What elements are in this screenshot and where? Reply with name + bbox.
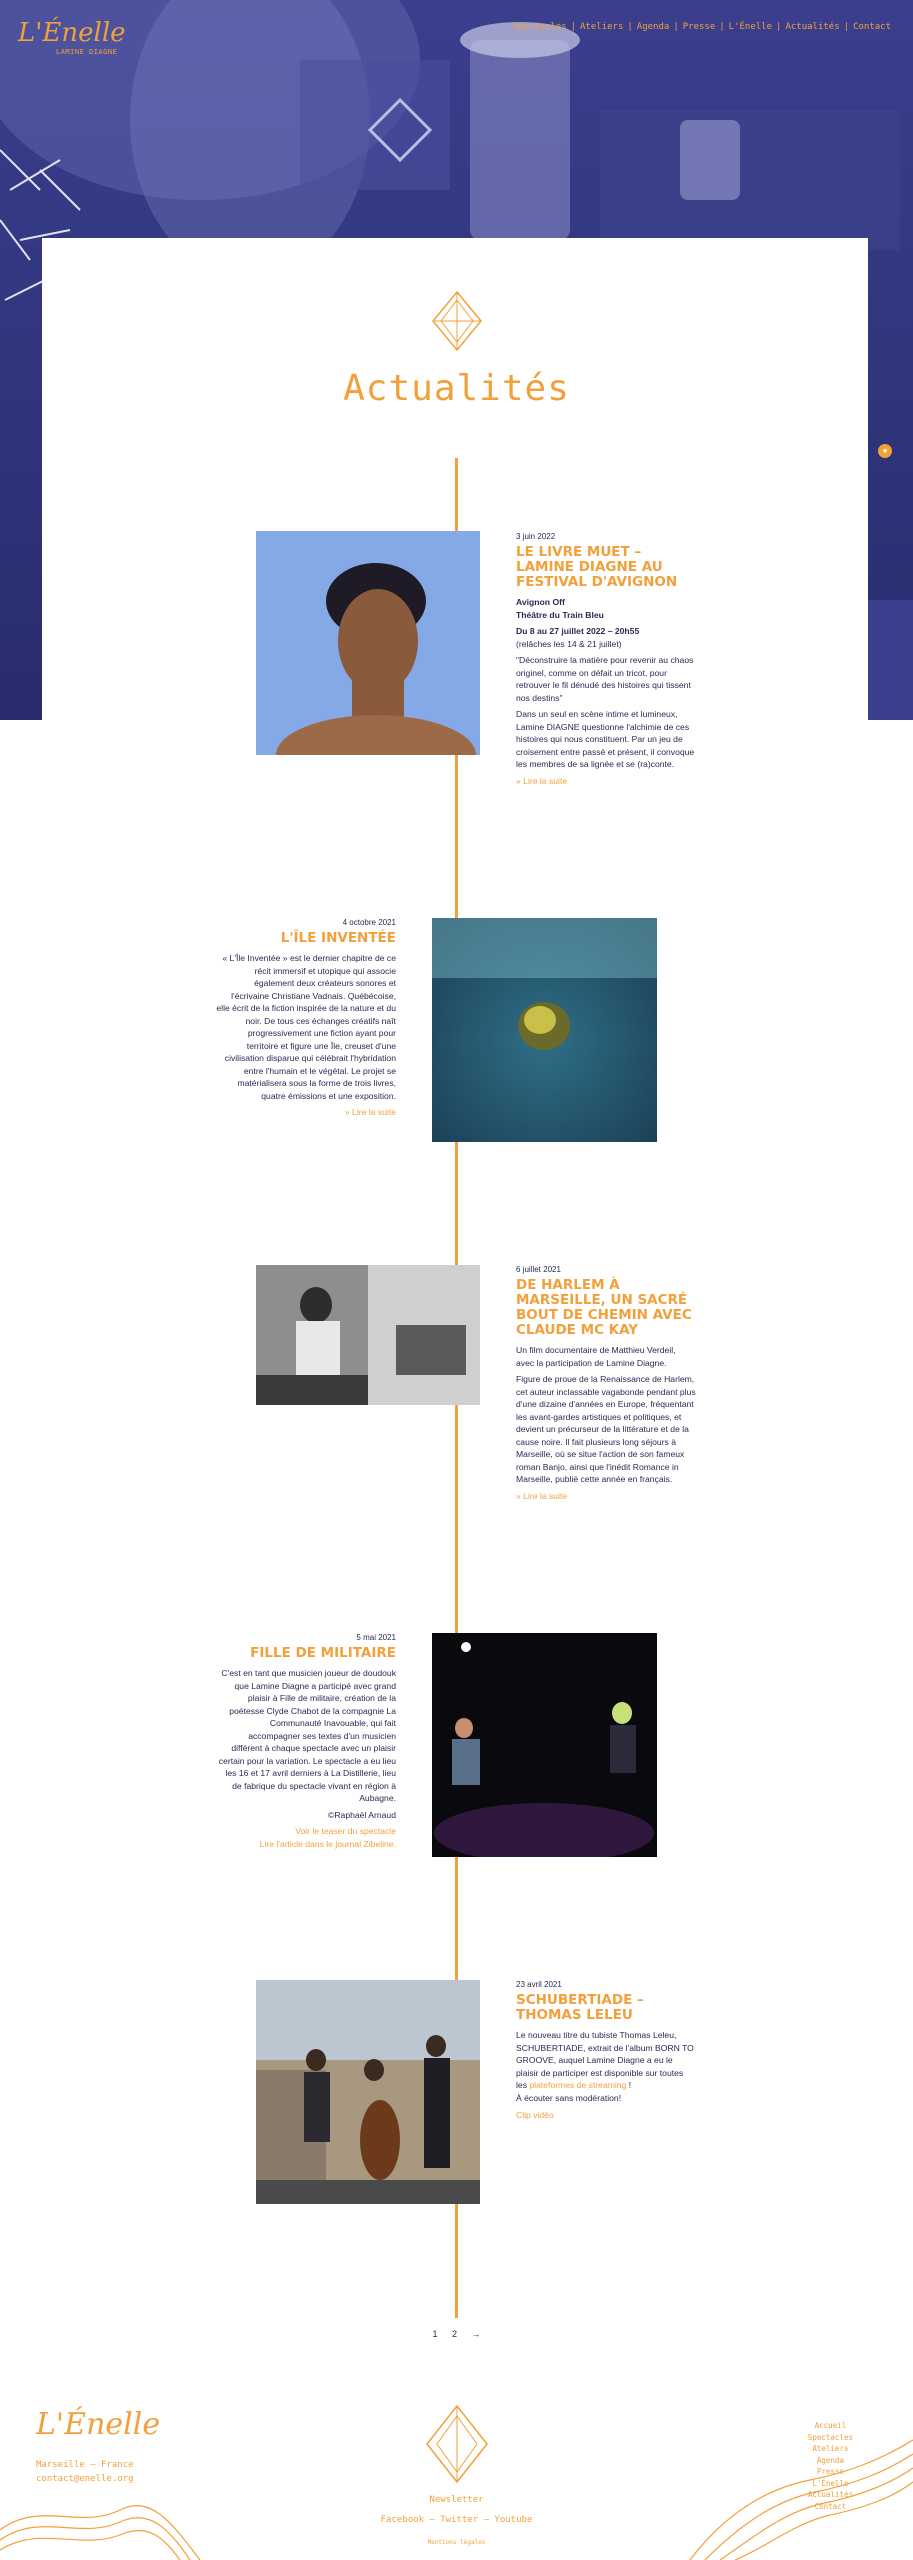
post-image-portrait[interactable] [256,531,480,755]
post-listen: À écouter sans modération! [516,2093,622,2103]
read-more-link[interactable]: » Lire la suite [344,1107,396,1117]
footer-menu-presse[interactable]: Presse [816,2467,844,2476]
post-date: 3 juin 2022 [516,532,556,541]
post-excerpt-end: ! [626,2080,632,2090]
post-2 [216,918,396,1119]
footer-center [0,2404,913,2546]
logo-text: L'Énelle [18,18,126,48]
post-intro: Un film documentaire de Matthieu Verdeil, avec la participation de Lamine Diagne. [516,1345,676,1368]
logo-subtitle: LAMINE DIAGNE [56,48,118,56]
post-4 [216,1633,396,1851]
post-date: 4 octobre 2021 [342,918,396,927]
article-link[interactable]: Lire l'article dans le journal Zibeline. [259,1839,396,1849]
post-title[interactable]: L'ÎLE INVENTÉE [280,930,396,946]
page-title: Actualités [343,368,570,409]
post-image-stage[interactable] [432,1633,657,1857]
teaser-link[interactable]: Voir le teaser du spectacle [295,1826,396,1836]
read-more-link[interactable]: » Lire la suite [516,775,568,786]
post-image-island[interactable] [432,918,657,1142]
accessibility-icon[interactable]: ● [878,444,892,458]
next-page-icon[interactable]: → [471,2329,481,2339]
footer-email[interactable]: contact@enelle.org [36,2474,134,2484]
photo-credit: ©Raphaël Arnaud [328,1809,396,1820]
post-1 [516,532,696,788]
streaming-link[interactable]: plateformes de streaming [529,2080,627,2090]
post-date: 23 avril 2021 [516,1980,562,1989]
main-nav: Spectacles | Ateliers | Agenda | Presse | L'Énelle | Actualités | Contact [512,22,891,32]
post-excerpt: Dans un seul en scène intime et lumineux, Lamine DIAGNE questionne l'alchimie de ces histoires qui nous constituent. Par un jeu de croisement entre passé et présent, il convoque les membres de sa lignée et se (ra)conte. [516,709,695,769]
newsletter-link[interactable]: Newsletter [429,2495,484,2505]
footer-logo-text: L'Énelle [36,2407,161,2442]
post-image-musician[interactable] [256,1265,480,1405]
footer [0,2380,913,2560]
footer-city: Marseille – France [36,2460,134,2470]
social-links[interactable]: Facebook – Twitter – Youtube [380,2515,533,2525]
nav-presse[interactable]: Presse [682,22,716,32]
page-2[interactable]: 2 [452,2329,458,2339]
post-title[interactable]: FILLE DE MILITAIRE [250,1645,396,1661]
post-venue: Avignon Off [516,597,565,607]
footer-diamond-icon [425,2404,489,2484]
post-relache: (relâches les 14 & 21 juillet) [516,638,622,649]
post-title[interactable]: DE HARLEM À MARSEILLE, UN SACRÉ BOUT DE CHEMIN AVEC CLAUDE MC KAY [516,1277,692,1338]
page-1[interactable]: 1 [432,2329,438,2339]
pagination [0,2329,913,2339]
post-5 [516,1980,696,2122]
nav-contact[interactable]: Contact [853,22,891,32]
footer-menu-contact[interactable]: Contact [814,2501,847,2511]
post-date: 6 juillet 2021 [516,1265,561,1274]
post-dates: Du 8 au 27 juillet 2022 – 20h55 [516,626,640,636]
nav-agenda[interactable]: Agenda [636,22,670,32]
post-title[interactable]: SCHUBERTIADE – THOMAS LELEU [516,1992,644,2023]
footer-menu-accueil[interactable]: Accueil [814,2421,847,2430]
video-link[interactable]: Clip vidéo [516,2109,554,2120]
post-theatre: Théâtre du Train Bleu [516,609,604,620]
footer-menu-actualites[interactable]: Actualités [807,2490,853,2499]
post-excerpt: « L'Île Inventée » est le dernier chapitre de ce récit immersif et utopique qui associe également deux créateurs sonores et l'écrivaine Christiane Vadnais. Québécoise, elle écrit de la fiction inspirée de la nature et du noir. De tous ces échanges créatifs naît progressivement une fiction ayant pour territoire et figure une Île, creuset d'une civilisation disparue qui célébrait l'hybridation entre l'humain et le végétal. Le projet se matérialisera sous la forme de trois livres, quatre émissions et une exposition. [216,953,396,1101]
legal-link[interactable]: Mentions légales [427,2539,486,2546]
nav-actualites[interactable]: Actualités [785,22,840,32]
post-excerpt: Figure de proue de la Renaissance de Harlem, cet auteur inclassable vagabonde pendant plus d'une dizaine d'années en Europe, fréquentant les avant-gardes artistiques et politiques, et devient un précurseur de la littérature et de la cause noire. Il fait plusieurs long séjours à Marseille, où se situe l'action de son fameux roman Banjo, ainsi que l'inédit Romance in Marseille, publié cette année en français. [516,1374,696,1484]
footer-menu-ateliers[interactable]: Ateliers [812,2444,849,2453]
nav-enelle[interactable]: L'Énelle [728,22,773,32]
nav-ateliers[interactable]: Ateliers [580,22,624,32]
post-3 [516,1265,696,1503]
footer-menu-agenda[interactable]: Agenda [816,2455,844,2465]
footer-menu-enelle[interactable]: L'Énelle [812,2478,849,2488]
post-image-trio[interactable] [256,1980,480,2204]
footer-menu-spectacles[interactable]: Spectacles [807,2432,853,2442]
diamond-emblem-icon [431,290,483,352]
post-excerpt: Le nouveau titre du tubiste Thomas Leleu, SCHUBERTIADE, extrait de l'album BORN TO GROOVE, auquel Lamine Diagne a eu le plaisir de participer est disponible sur toutes les [516,2030,694,2090]
site-logo[interactable] [18,20,126,56]
nav-spectacles[interactable]: Spectacles [512,22,567,32]
post-title[interactable]: LE LIVRE MUET – LAMINE DIAGNE AU FESTIVAL D'AVIGNON [516,544,678,590]
post-excerpt: C'est en tant que musicien joueur de doudouk que Lamine Diagne a participé avec grand plaisir à Fille de militaire, création de la poétesse Clyde Chabot de la compagnie La Communauté Inavouable, qui fait accompagner ses textes d'un musicien différent à chaque spectacle avec un plaisir certain pour la variation. Le spectacle a eu lieu les 16 et 17 avril derniers à La Distillerie, lieu de fabrique du spectacle vivant en région à Aubagne. [218,1668,396,1803]
footer-menu [808,2420,853,2512]
read-more-link[interactable]: » Lire la suite [516,1490,568,1501]
post-quote: "Déconstruire la matière pour revenir au chaos originel, comme on défait un tricot, pour retrouver le fil dénudé des histoires qui tissent nos destins" [516,655,694,703]
post-date: 5 mai 2021 [356,1633,396,1642]
